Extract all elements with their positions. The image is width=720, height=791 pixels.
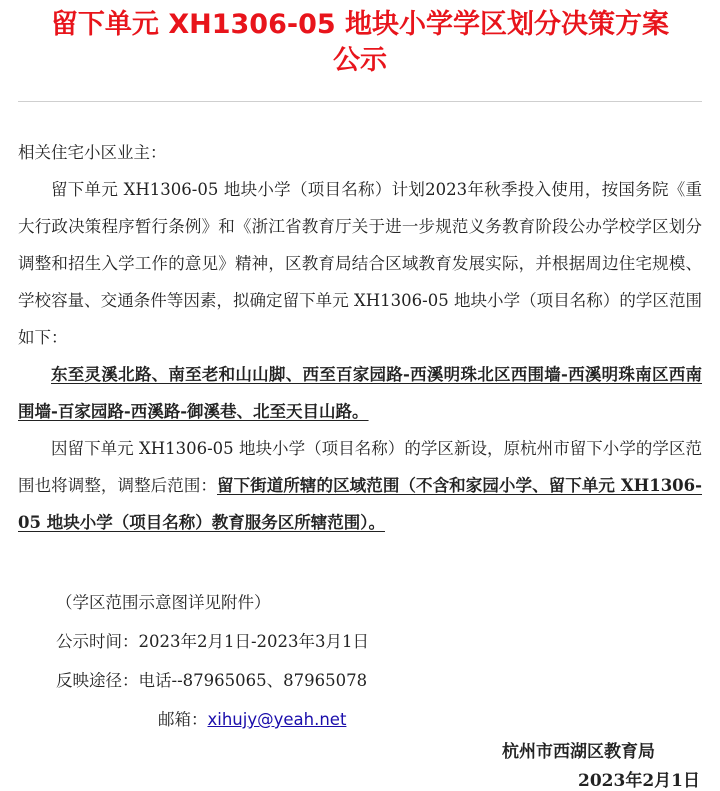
attachment-note: （学区范围示意图详见附件） bbox=[56, 593, 271, 612]
new-school-scope: 东至灵溪北路、南至老和山山脚、西至百家园路-西溪明珠北区西围墙-西溪明珠南区西南围墙-百家园路-西溪路-御溪巷、北至天目山路。 bbox=[18, 365, 702, 421]
paragraph-scope bbox=[18, 356, 702, 430]
feedback-phone: 反映途径：电话--87965065、87965078 bbox=[56, 671, 368, 690]
publicity-time: 公示时间：2023年2月1日-2023年3月1日 bbox=[56, 632, 370, 651]
page-title bbox=[0, 0, 720, 79]
title-divider bbox=[18, 101, 702, 102]
greeting: 相关住宅小区业主： bbox=[18, 143, 167, 162]
adjustment-prefix: 因留下单元 XH1306-05 地块小学（项目名称）的学区新设，原杭州市留下小学的学区范围也将调整，调整后范围： bbox=[18, 439, 702, 495]
paragraph-adjustment bbox=[18, 430, 702, 541]
paragraph-project-intro: 留下单元 XH1306-05 地块小学（项目名称）计划2023年秋季投入使用，按国务院《重大行政决策程序暂行条例》和《浙江省教育厅关于进一步规范义务教育阶段公办学校学区划分调整和招生入学工作的意见》精神，区教育局结合区域教育发展实际，并根据周边住宅规模、学校容量、交通条件等因素，拟确定留下单元 XH1306-05 地块小学（项目名称）的学区范围如下： bbox=[18, 180, 702, 347]
title-line-2: 公示 bbox=[333, 45, 387, 76]
issuer-org: 杭州市西湖区教育局 bbox=[502, 742, 655, 762]
title-line-1: 留下单元 XH1306-05 地块小学学区划分决策方案 bbox=[50, 9, 670, 40]
email-label: 邮箱： bbox=[158, 710, 208, 729]
issue-date: 2023年2月1日 bbox=[578, 771, 700, 791]
adjusted-scope: 留下街道所辖的区域范围（不含和家园小学、留下单元 XH1306-05 地块小学（项目名称）教育服务区所辖范围）。 bbox=[18, 476, 702, 532]
notice-body bbox=[18, 134, 702, 541]
feedback-email bbox=[158, 706, 346, 730]
email-link[interactable]: xihujy@yeah.net bbox=[207, 710, 347, 729]
